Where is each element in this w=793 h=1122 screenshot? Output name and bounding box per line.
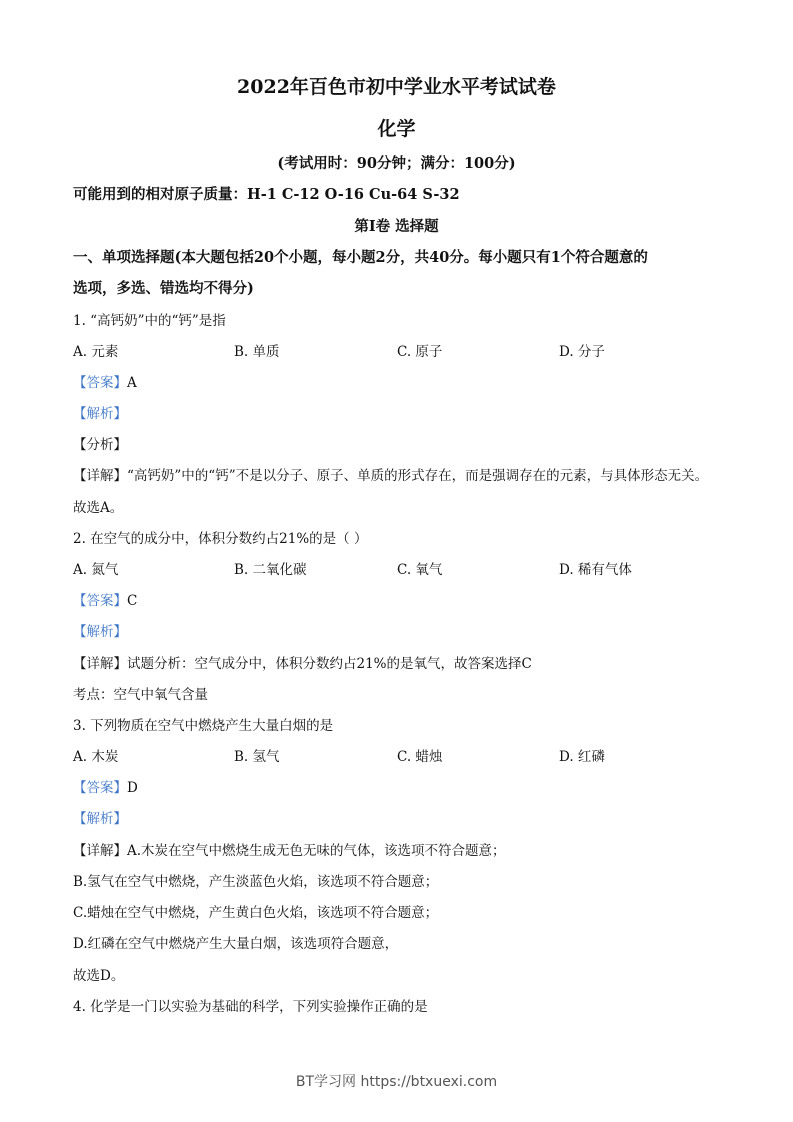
question-2-answer xyxy=(73,589,137,609)
question-1-option-a: A. 元素 xyxy=(73,344,119,360)
question-2-option-a: A. 氮气 xyxy=(73,562,119,578)
answer-value: A xyxy=(127,375,137,391)
question-2-option-c: C. 氧气 xyxy=(397,562,443,578)
question-1-answer xyxy=(73,371,137,391)
question-2-detail: 【详解】试题分析：空气成分中，体积分数约占21%的是氧气，故答案选择C xyxy=(73,656,532,672)
section-title: 第Ⅰ卷 选择题 xyxy=(354,218,439,235)
question-2-option-d: D. 稀有气体 xyxy=(559,562,632,578)
question-3-stem: 3. 下列物质在空气中燃烧产生大量白烟的是 xyxy=(73,718,334,734)
question-4-stem: 4. 化学是一门以实验为基础的科学，下列实验操作正确的是 xyxy=(73,999,428,1015)
question-2-stem: 2. 在空气的成分中，体积分数约占21%的是（ ） xyxy=(73,531,368,547)
question-1-conclusion: 故选A。 xyxy=(73,500,124,516)
question-2-option-b: B. 二氧化碳 xyxy=(234,562,307,578)
footer-watermark: BT学习网 https://btxuexi.com xyxy=(295,1074,498,1090)
question-1-analysis-label: 【解析】 xyxy=(73,406,127,422)
question-3-detail-line-3: C.蜡烛在空气中燃烧，产生黄白色火焰，该选项不符合题意； xyxy=(73,905,439,921)
question-1-extra-label: 【分析】 xyxy=(73,437,127,453)
question-1-option-d: D. 分子 xyxy=(559,344,605,360)
question-3-detail-line-1: 【详解】A.木炭在空气中燃烧生成无色无味的气体，该选项不符合题意； xyxy=(73,843,506,859)
question-1-stem: 1. “高钙奶”中的“钙”是指 xyxy=(73,313,226,329)
part1-heading-line1: 一、单项选择题(本大题包括20个小题，每小题2分，共40分。每小题只有1个符合题意的 xyxy=(73,249,648,266)
question-3-answer xyxy=(73,776,138,796)
answer-label: 【答案】 xyxy=(73,780,127,796)
answer-value: D xyxy=(127,780,138,796)
part1-heading-line2: 选项，多选、错选均不得分) xyxy=(73,280,254,297)
exam-info: (考试用时：90分钟；满分：100分) xyxy=(277,155,516,172)
question-3-option-b: B. 氢气 xyxy=(234,749,280,765)
question-3-detail-line-4: D.红磷在空气中燃烧产生大量白烟，该选项符合题意， xyxy=(73,936,399,952)
question-3-option-d: D. 红磷 xyxy=(559,749,605,765)
question-3-conclusion: 故选D。 xyxy=(73,968,125,984)
question-3-detail-line-2: B.氢气在空气中燃烧，产生淡蓝色火焰，该选项不符合题意； xyxy=(73,874,439,890)
question-2-note: 考点：空气中氧气含量 xyxy=(73,687,208,703)
atomic-masses: 可能用到的相对原子质量：H-1 C-12 O-16 Cu-64 S-32 xyxy=(73,186,460,203)
exam-title: 2022年百色市初中学业水平考试试卷 xyxy=(237,76,556,98)
subject-title: 化学 xyxy=(377,118,416,140)
question-1-option-b: B. 单质 xyxy=(234,344,280,360)
question-3-analysis-label: 【解析】 xyxy=(73,811,127,827)
question-3-option-c: C. 蜡烛 xyxy=(397,749,443,765)
question-1-detail: 【详解】“高钙奶”中的“钙”不是以分子、原子、单质的形式存在，而是强调存在的元素，与具体形态无关。 xyxy=(73,468,709,484)
answer-value: C xyxy=(127,593,138,609)
answer-label: 【答案】 xyxy=(73,375,127,391)
answer-label: 【答案】 xyxy=(73,593,127,609)
question-3-option-a: A. 木炭 xyxy=(73,749,119,765)
question-1-option-c: C. 原子 xyxy=(397,344,443,360)
question-2-analysis-label: 【解析】 xyxy=(73,624,127,640)
